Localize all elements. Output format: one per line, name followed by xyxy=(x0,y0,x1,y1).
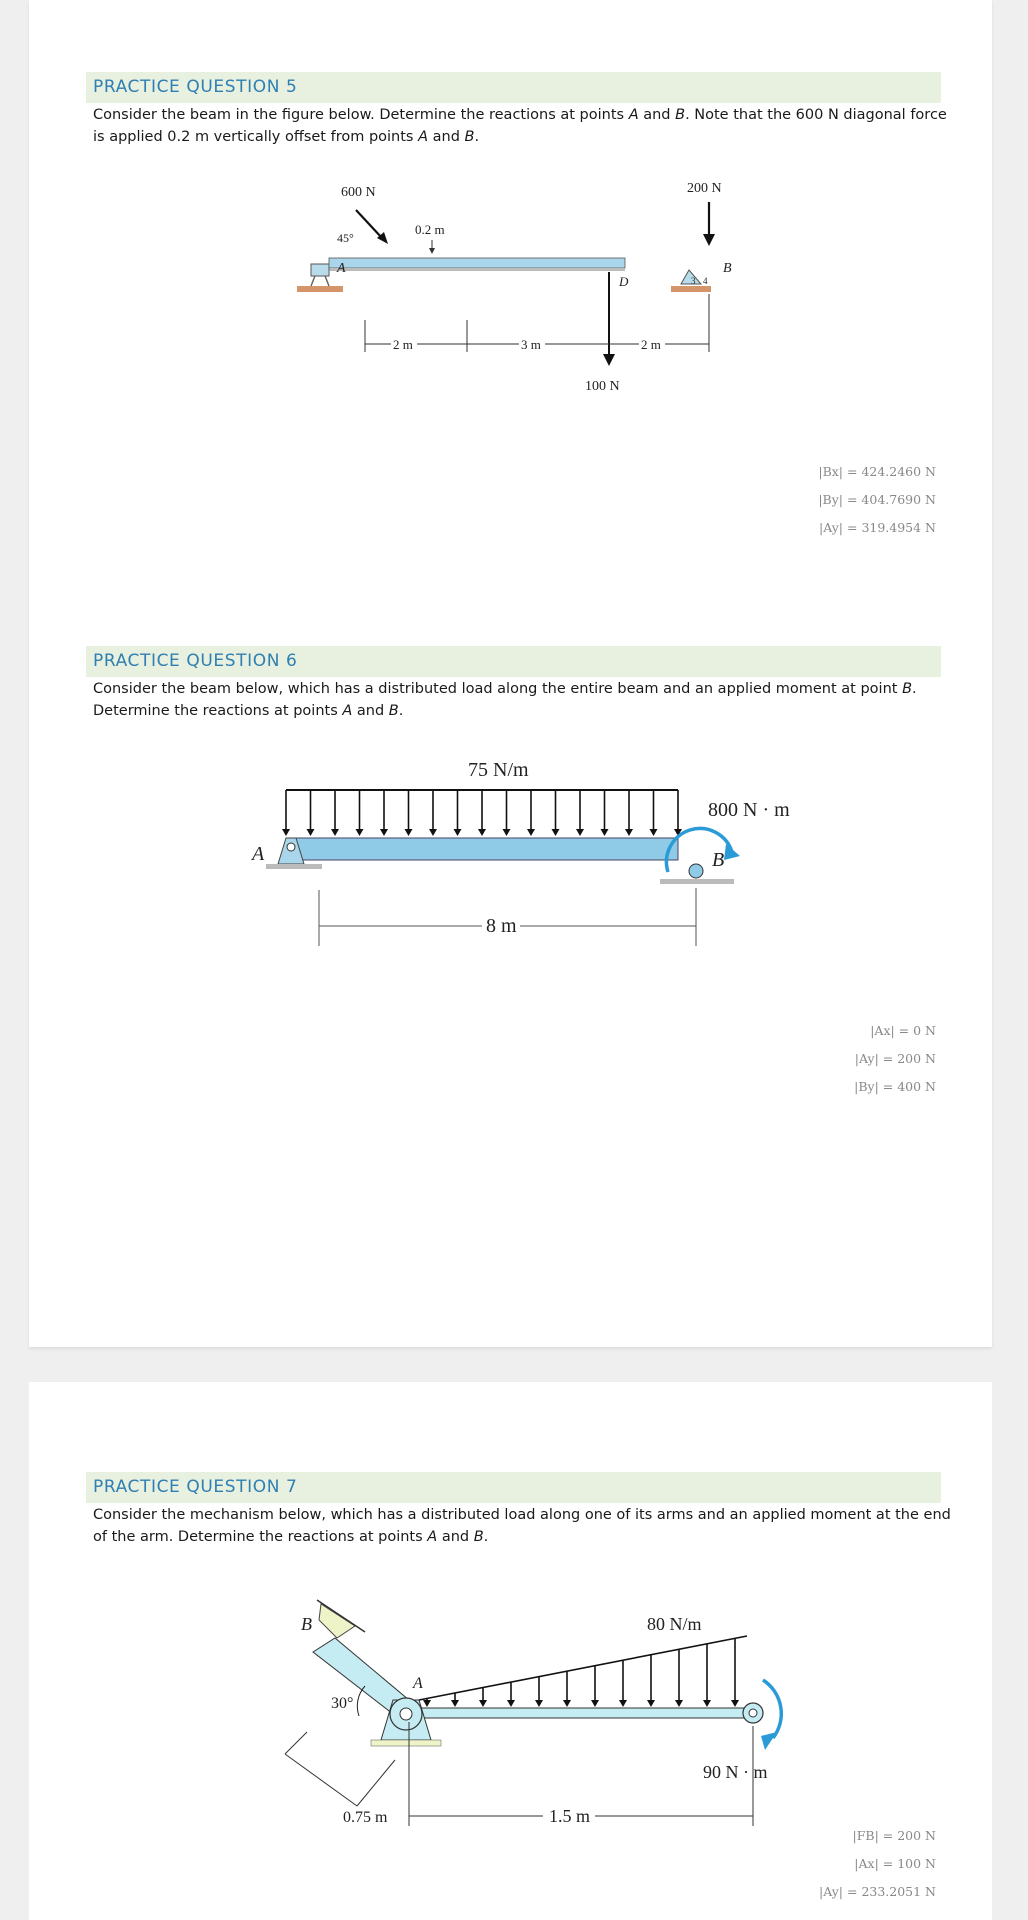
question-5-heading: PRACTICE QUESTION 5 xyxy=(86,72,941,103)
dim-3m: 3 m xyxy=(521,337,541,352)
label-b: B xyxy=(723,261,732,276)
load-arrowhead xyxy=(405,829,413,836)
dim-2m-right: 2 m xyxy=(641,337,661,352)
load-arrowhead xyxy=(601,829,609,836)
answer-line: |Ax| = 100 N xyxy=(854,1856,936,1871)
answer-line: |FB| = 200 N xyxy=(852,1828,936,1843)
load-arrowhead xyxy=(380,829,388,836)
question-6-text: Consider the beam below, which has a distributed load along the entire beam and an applied moment at point B. Determine the reactions at points A and B. xyxy=(93,681,917,719)
label-a: A xyxy=(252,843,265,865)
load-arrowhead xyxy=(478,829,486,836)
label-600n: 600 N xyxy=(341,185,376,200)
question-5-text: Consider the beam in the figure below. Determine the reactions at points A and B. Note that the 600 N diagonal force is applied 0.2 m vertically offset from points A and B. xyxy=(93,107,947,145)
load-arrowhead xyxy=(507,1700,515,1707)
load-arrowhead xyxy=(731,1700,739,1707)
answer-line: |Ax| = 0 N xyxy=(870,1023,936,1038)
question-7-figure xyxy=(269,1590,789,1890)
label-45deg: 45° xyxy=(337,231,354,245)
label-slope-3: 3 xyxy=(691,276,696,286)
answer-line: |Ay| = 200 N xyxy=(854,1051,936,1066)
answer-line: |Bx| = 424.2460 N xyxy=(818,464,936,479)
ground-b xyxy=(671,286,711,292)
load-arrowhead xyxy=(307,829,315,836)
question-5-answers xyxy=(736,458,936,542)
ground-b xyxy=(660,879,734,884)
label-800nm: 800 N · m xyxy=(708,799,790,821)
load-arrowhead xyxy=(675,1700,683,1707)
label-d: D xyxy=(619,274,629,289)
label-90nm: 90 N · m xyxy=(703,1762,768,1782)
distributed-load-arrows xyxy=(282,790,682,836)
load-arrowhead xyxy=(647,1700,655,1707)
load-arrowhead xyxy=(619,1700,627,1707)
ground-a xyxy=(266,864,322,869)
question-5-figure xyxy=(289,172,769,402)
dim-1-5m: 1.5 m xyxy=(549,1806,591,1826)
ground-a xyxy=(297,286,343,292)
force-600-arrow xyxy=(356,210,382,238)
question-7-heading: PRACTICE QUESTION 7 xyxy=(86,1472,941,1503)
label-0-2m: 0.2 m xyxy=(415,222,445,237)
load-arrowhead xyxy=(552,829,560,836)
question-6-heading: PRACTICE QUESTION 6 xyxy=(86,646,941,677)
question-6-answers xyxy=(736,1017,936,1101)
label-30deg: 30° xyxy=(331,1695,354,1712)
roller-b xyxy=(689,864,703,878)
distributed-load-arrows xyxy=(423,1638,739,1707)
label-a: A xyxy=(413,1675,423,1692)
question-6-figure xyxy=(246,748,806,948)
answer-line: |By| = 404.7690 N xyxy=(818,492,936,507)
load-arrowhead xyxy=(625,829,633,836)
ground-a xyxy=(371,1740,441,1746)
label-a: A xyxy=(337,261,346,276)
beam xyxy=(286,838,678,860)
dim-2m-left: 2 m xyxy=(393,337,413,352)
horizontal-arm xyxy=(399,1708,749,1718)
load-arrowhead xyxy=(331,829,339,836)
label-100n: 100 N xyxy=(585,379,620,394)
load-arrowhead xyxy=(282,829,290,836)
moment-arrow xyxy=(763,1680,781,1738)
load-arrowhead xyxy=(451,1700,459,1707)
document-page-1 xyxy=(29,0,992,1347)
load-arrowhead xyxy=(650,829,658,836)
label-80nm: 80 N/m xyxy=(647,1614,702,1634)
load-arrowhead xyxy=(563,1700,571,1707)
dim-8m: 8 m xyxy=(486,915,517,937)
load-arrowhead xyxy=(576,829,584,836)
label-b: B xyxy=(301,1614,312,1634)
load-arrowhead xyxy=(535,1700,543,1707)
load-arrowhead xyxy=(423,1700,431,1707)
load-arrowhead xyxy=(503,829,511,836)
answer-line: |Ay| = 319.4954 N xyxy=(819,520,936,535)
load-top-line xyxy=(419,1636,747,1700)
load-arrowhead xyxy=(429,829,437,836)
label-0-75m: 0.75 m xyxy=(343,1809,388,1826)
question-7-answers xyxy=(736,1822,936,1906)
beam xyxy=(329,258,625,268)
question-7-text: Consider the mechanism below, which has a distributed load along one of its arms and an applied moment at the end of the arm. Determine the reactions at points A and B. xyxy=(93,1507,951,1545)
support-a xyxy=(311,264,329,276)
answer-line: |Ay| = 233.2051 N xyxy=(819,1884,936,1899)
load-arrowhead xyxy=(527,829,535,836)
document-page-2 xyxy=(29,1382,992,1920)
label-b: B xyxy=(712,849,725,871)
load-arrowhead xyxy=(591,1700,599,1707)
answer-line: |By| = 400 N xyxy=(854,1079,936,1094)
label-200n: 200 N xyxy=(687,181,722,196)
label-75nm: 75 N/m xyxy=(468,759,529,781)
load-arrowhead xyxy=(479,1700,487,1707)
load-arrowhead xyxy=(703,1700,711,1707)
load-arrowhead xyxy=(454,829,462,836)
label-slope-4: 4 xyxy=(703,276,708,286)
load-arrowhead xyxy=(356,829,364,836)
